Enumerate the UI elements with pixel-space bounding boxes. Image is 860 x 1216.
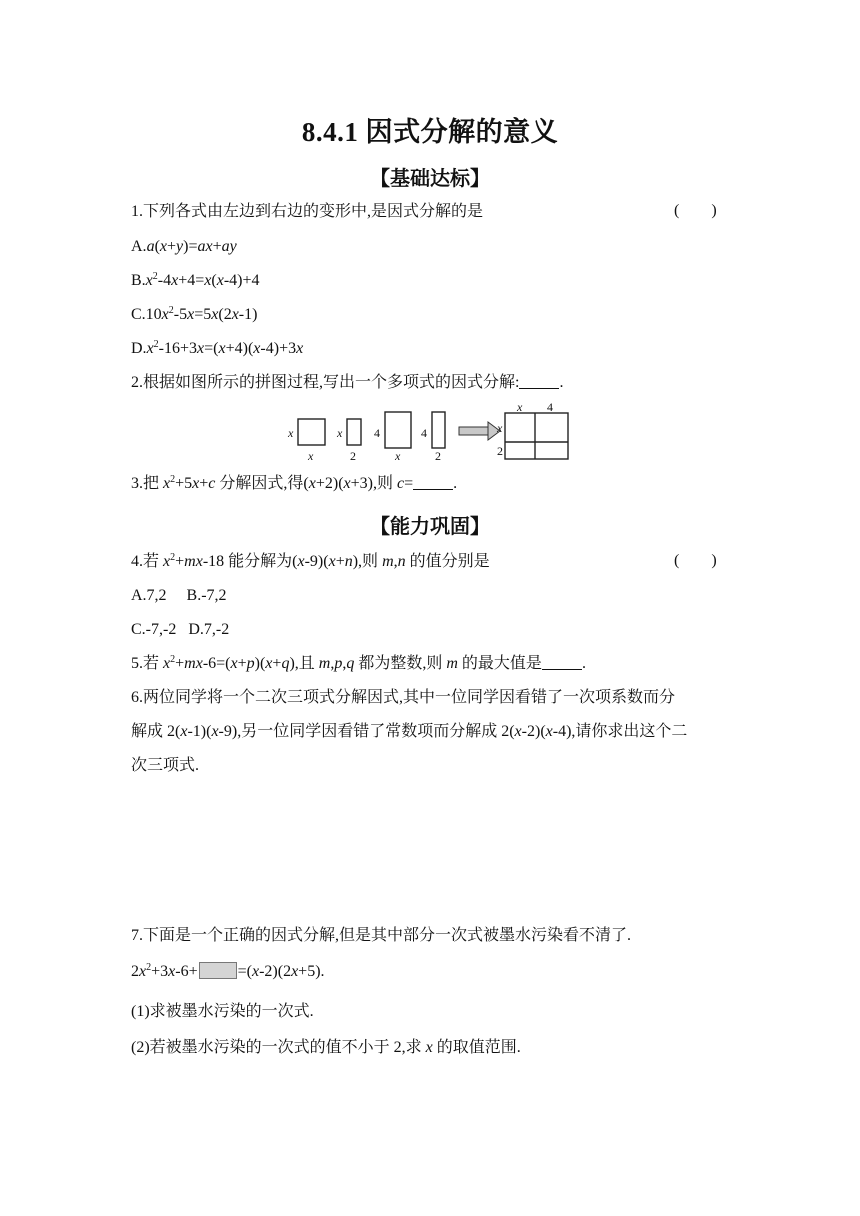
section-basic: 【基础达标】 bbox=[370, 168, 490, 190]
question-5-stem: 5.若 $x^2+mx-6=(x+p)(x+q)$,且 m,p,q 都为整数,则 m 的最大值是 . bbox=[131, 654, 586, 672]
label-2: 2 bbox=[497, 444, 503, 458]
ink-stain-box bbox=[199, 962, 237, 979]
label-4: 4 bbox=[374, 426, 380, 440]
rect-x-by-2 bbox=[347, 419, 361, 445]
tiling-figure bbox=[285, 400, 575, 464]
arrow-right-icon bbox=[459, 422, 500, 440]
question-7-equation: $2x^2+3x-6+ =(x-2)(2x+5)$. bbox=[131, 962, 325, 980]
question-7-stem: 7.下面是一个正确的因式分解,但是其中部分一次式被墨水污染看不清了. bbox=[131, 927, 632, 944]
question-7-sub-2: (2)若被墨水污染的一次式的值不小于 2,求 x 的取值范围. bbox=[131, 1039, 521, 1056]
question-4-options-row-1: A.7,2 B.-7,2 bbox=[131, 587, 227, 604]
question-5-answer-blank[interactable] bbox=[542, 655, 582, 670]
question-3-answer-blank[interactable] bbox=[413, 475, 453, 490]
question-1-option-b: $B.x^2-4x+4=x(x-4)+4$ bbox=[131, 271, 260, 289]
label-2: 2 bbox=[350, 449, 356, 463]
question-1-answer-paren: ( ) bbox=[674, 202, 717, 219]
rect-4-by-2 bbox=[432, 412, 445, 448]
label-x: x bbox=[288, 426, 294, 440]
question-1-option-c: $C.10x^2-5x=5x(2x-1)$ bbox=[131, 305, 258, 323]
question-4-options-row-2: C.-7,-2 D.7,-2 bbox=[131, 621, 230, 638]
question-1-option-d: $D.x^2-16+3x=(x+4)(x-4)+3x$ bbox=[131, 339, 304, 357]
question-1-option-a: A.a(x+y)=ax+ay bbox=[131, 238, 237, 255]
question-2-stem: 2.根据如图所示的拼图过程,写出一个多项式的因式分解: . bbox=[131, 374, 564, 391]
question-3-stem: 3.把 $x^2+5x+c$ 分解因式,得(x+2)(x+3),则 c= . bbox=[131, 474, 458, 492]
rect-4-by-x bbox=[385, 412, 411, 448]
label-2: 2 bbox=[435, 449, 441, 463]
square-x-by-x bbox=[298, 419, 325, 445]
page-title: 8.4.1 因式分解的意义 bbox=[301, 117, 559, 147]
question-4-stem: 4.若 $x^2+mx-18$ 能分解为(x-9)(x+n),则 m,n 的值分别是 bbox=[131, 552, 490, 570]
question-6-line-3: 次三项式. bbox=[131, 757, 200, 774]
label-x: x bbox=[395, 449, 401, 463]
question-4-answer-paren: ( ) bbox=[674, 552, 717, 569]
question-2-answer-blank[interactable] bbox=[519, 374, 559, 389]
label-x: x bbox=[517, 400, 523, 414]
question-7-sub-1: (1)求被墨水污染的一次式. bbox=[131, 1003, 314, 1020]
combined-rectangle bbox=[505, 413, 568, 459]
label-x: x bbox=[497, 421, 503, 435]
label-x: x bbox=[308, 449, 314, 463]
question-6-line-1: 6.两位同学将一个二次三项式分解因式,其中一位同学因看错了一次项系数而分 bbox=[131, 689, 676, 706]
question-1-stem: 1.下列各式由左边到右边的变形中,是因式分解的是 bbox=[131, 203, 484, 220]
label-x: x bbox=[337, 426, 343, 440]
question-6-line-2: 解成 2(x-1)(x-9),另一位同学因看错了常数项而分解成 2(x-2)(x-4),请你求出这个二 bbox=[131, 723, 688, 740]
label-4: 4 bbox=[421, 426, 427, 440]
label-4: 4 bbox=[547, 400, 553, 414]
section-ability: 【能力巩固】 bbox=[370, 516, 490, 538]
